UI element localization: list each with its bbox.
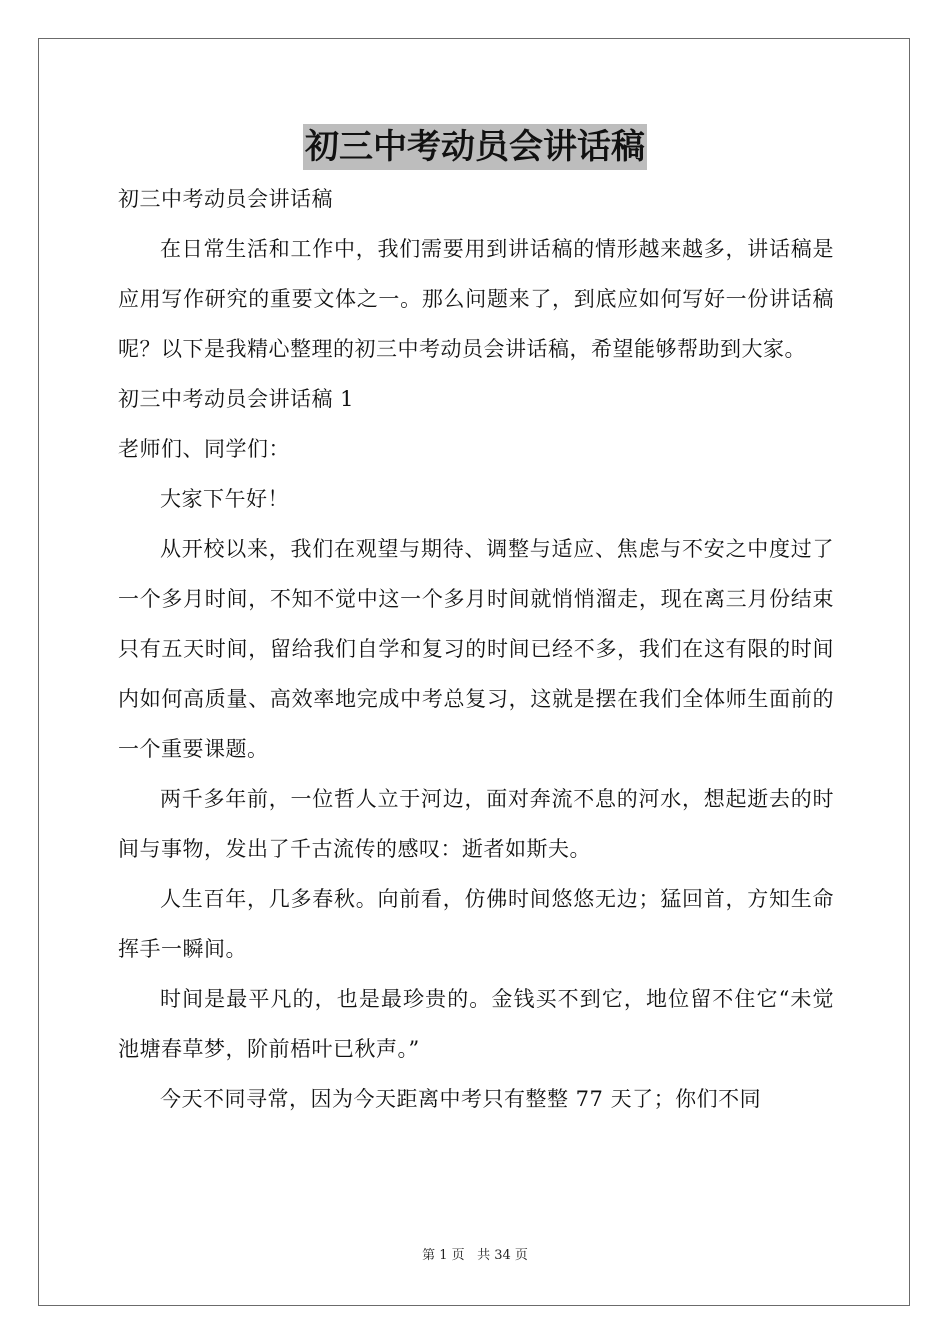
- page-footer: [0, 1244, 950, 1263]
- page-total: 共 34 页: [477, 1248, 528, 1263]
- paragraph-body: 从开校以来，我们在观望与期待、调整与适应、焦虑与不安之中度过了一个多月时间，不知不觉中这一个多月时间就悄悄溜走，现在离三月份结束只有五天时间，留给我们自学和复习的时间已经不多，我们在这有限的时间内如何高质量、高效率地完成中考总复习，这就是摆在我们全体师生面前的一个重要课题。: [118, 537, 834, 761]
- paragraph-body: 人生百年，几多春秋。向前看，仿佛时间悠悠无边；猛回首，方知生命挥手一瞬间。: [118, 887, 834, 961]
- paragraph-salutation: 老师们、同学们：: [118, 437, 290, 461]
- title-container: [0, 124, 950, 170]
- document-body: [118, 174, 834, 1124]
- document-title: 初三中考动员会讲话稿: [303, 124, 647, 170]
- paragraph-body: 今天不同寻常，因为今天距离中考只有整整 77 天了；你们不同: [160, 1087, 762, 1111]
- page-number: 第 1 页: [422, 1248, 465, 1263]
- paragraph-greeting: 大家下午好！: [160, 487, 289, 511]
- paragraph-body: 两千多年前，一位哲人立于河边，面对奔流不息的河水，想起逝去的时间与事物，发出了千古流传的感叹：逝者如斯夫。: [118, 787, 834, 861]
- paragraph-intro: 在日常生活和工作中，我们需要用到讲话稿的情形越来越多，讲话稿是应用写作研究的重要文体之一。那么问题来了，到底应如何写好一份讲话稿呢？以下是我精心整理的初三中考动员会讲话稿，希望能够帮助到大家。: [118, 237, 834, 361]
- paragraph-section-heading: 初三中考动员会讲话稿 1: [118, 387, 355, 411]
- footer-separator: [465, 1248, 477, 1263]
- paragraph-subtitle: 初三中考动员会讲话稿: [118, 187, 333, 211]
- paragraph-body: 时间是最平凡的，也是最珍贵的。金钱买不到它，地位留不住它“未觉池塘春草梦，阶前梧叶已秋声。”: [118, 987, 834, 1061]
